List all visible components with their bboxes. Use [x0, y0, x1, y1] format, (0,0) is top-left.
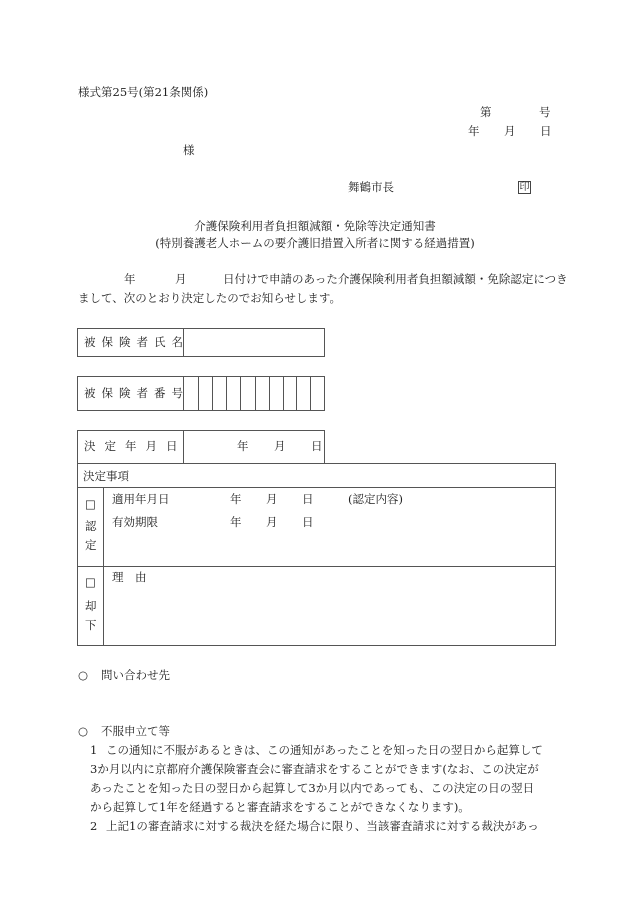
insured-name-label-cell — [78, 329, 189, 356]
insured-name-field[interactable] — [184, 329, 324, 356]
appeal-item-1-line-3: あったことを知った日の翌日から起算して3か月以内であっても、この決定の日の翌日 — [90, 781, 535, 795]
rejection-divider — [103, 566, 104, 645]
appeal-item-1-line-1: この通知に不服があるときは、この通知があったことを知った日の翌日から起算して — [106, 743, 543, 757]
insured-number-row — [77, 376, 325, 411]
insured-number-digit-1[interactable] — [184, 377, 199, 410]
approval-label-char-1: 認 — [85, 519, 97, 533]
issue-date-month: 月 — [504, 124, 516, 138]
approval-content-label: (認定内容) — [348, 492, 403, 506]
doc-number-suffix: 号 — [539, 105, 551, 119]
approval-checkbox[interactable]: □ — [85, 497, 96, 511]
issuer-name: 舞鶴市長 — [348, 180, 394, 194]
approval-rejection-divider — [78, 566, 555, 567]
addressee-honorific: 様 — [183, 143, 195, 157]
appeal-item-2-line-1: 上記1の審査請求に対する裁決を経た場合に限り、当該審査請求に対する裁決があっ — [106, 819, 539, 833]
appeal-item-1-line-4: から起算して1年を経過すると審査請求をすることができなくなります)。 — [90, 800, 470, 814]
rejection-label-char-1: 却 — [85, 599, 97, 613]
issue-date-year: 年 — [468, 124, 480, 138]
issue-date-day: 日 — [540, 124, 552, 138]
insured-number-label: 被保険者番号 — [84, 386, 189, 400]
insured-number-digit-4[interactable] — [227, 377, 241, 410]
intro-month: 月 — [175, 272, 187, 286]
insured-number-digit-6[interactable] — [256, 377, 270, 410]
appeal-bullet: ○ — [78, 724, 89, 738]
applicable-date-label: 適用年月日 — [112, 492, 170, 506]
insured-number-digit-5[interactable] — [241, 377, 256, 410]
insured-name-row — [77, 328, 325, 357]
applicable-date-month: 月 — [266, 492, 278, 506]
decision-date-row — [77, 430, 325, 464]
validity-period-label: 有効期限 — [112, 515, 158, 529]
document-title: 介護保険利用者負担額減額・免除等決定通知書 — [194, 219, 436, 233]
appeal-item-2-number: 2 — [90, 819, 98, 833]
validity-year: 年 — [230, 515, 242, 529]
insured-number-digit-10[interactable] — [311, 377, 324, 410]
intro-line-1: 日付けで申請のあった介護保険利用者負担額減額・免除認定につき — [223, 272, 568, 286]
insured-number-digit-7[interactable] — [270, 377, 284, 410]
decision-date-year: 年 — [237, 439, 249, 453]
appeal-label: 不服申立て等 — [101, 724, 170, 738]
insured-number-digit-8[interactable] — [284, 377, 297, 410]
approval-label-char-2: 定 — [85, 538, 97, 552]
rejection-label-char-2: 下 — [85, 618, 97, 632]
form-number: 様式第25号(第21条関係) — [78, 85, 209, 99]
insured-number-digit-9[interactable] — [297, 377, 311, 410]
decision-date-label: 決定年月日 — [84, 439, 187, 453]
insured-name-label: 被保険者氏名 — [84, 335, 189, 349]
intro-year: 年 — [124, 272, 136, 286]
decision-table — [77, 463, 556, 646]
decision-header: 決定事項 — [83, 469, 129, 483]
contact-label: 問い合わせ先 — [101, 668, 170, 682]
validity-day: 日 — [302, 515, 314, 529]
decision-header-divider — [78, 487, 555, 488]
decision-date-day: 日 — [311, 439, 323, 453]
insured-number-digit-2[interactable] — [199, 377, 213, 410]
approval-divider — [103, 487, 104, 566]
decision-date-label-cell — [78, 431, 187, 463]
seal-stamp: 印 — [519, 182, 530, 193]
appeal-item-1-line-2: 3か月以内に京都府介護保険審査会に審査請求をすることができます(なお、この決定が — [90, 762, 539, 776]
rejection-reason-label: 理 由 — [112, 570, 147, 584]
validity-month: 月 — [266, 515, 278, 529]
applicable-date-year: 年 — [230, 492, 242, 506]
intro-line-2: まして、次のとおり決定したのでお知らせします。 — [78, 291, 342, 305]
decision-date-month: 月 — [274, 439, 286, 453]
insured-number-label-cell — [78, 377, 189, 410]
appeal-item-1-number: 1 — [90, 743, 98, 757]
doc-number-prefix: 第 — [480, 105, 492, 119]
rejection-checkbox[interactable]: □ — [85, 575, 96, 589]
document-subtitle: (特別養護老人ホームの要介護旧措置入所者に関する経過措置) — [155, 236, 475, 250]
applicable-date-day: 日 — [302, 492, 314, 506]
contact-bullet: ○ — [78, 668, 89, 682]
insured-number-digit-3[interactable] — [213, 377, 227, 410]
